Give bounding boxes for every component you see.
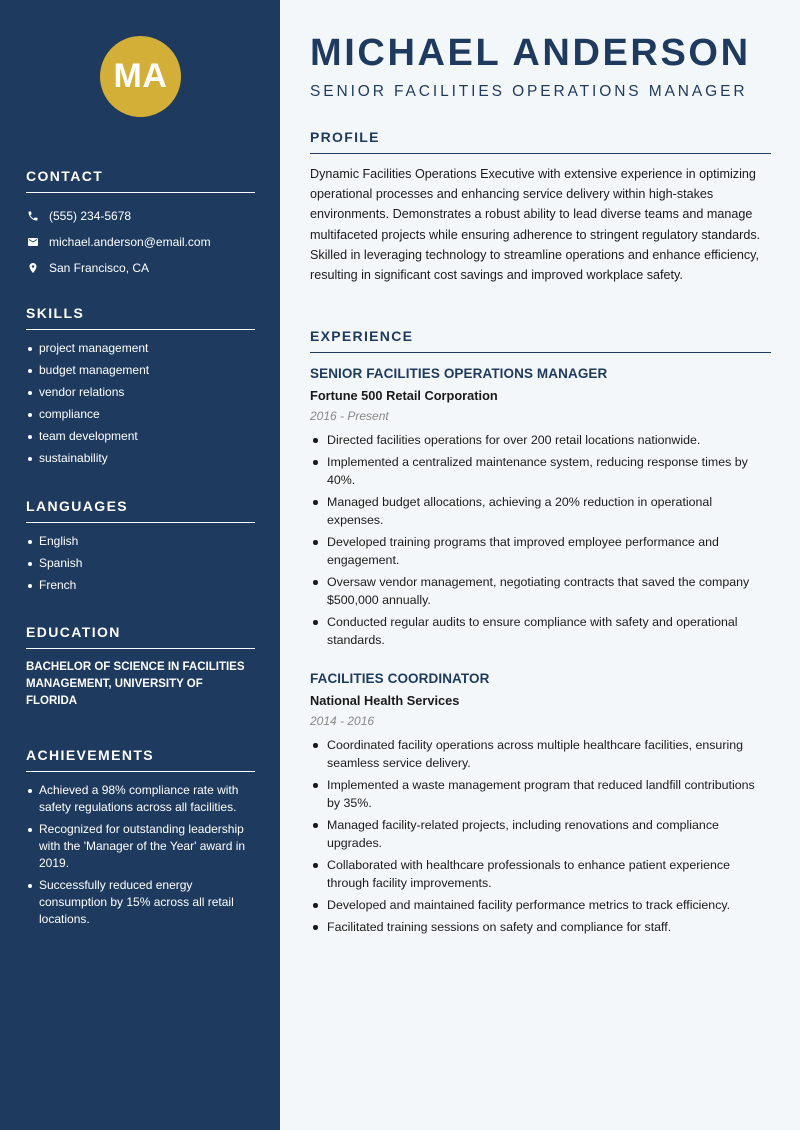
list-item: English: [26, 533, 255, 550]
job-company: Fortune 500 Retail Corporation: [310, 388, 498, 403]
achievements-list: [26, 782, 255, 928]
email-text[interactable]: michael.anderson@email.com: [49, 235, 211, 249]
achievements-section: [26, 747, 255, 933]
list-item: Managed facility-related projects, including renovations and compliance upgrades.: [310, 816, 771, 852]
list-item: Managed budget allocations, achieving a 20% reduction in operational expenses.: [310, 493, 771, 529]
job-dates: 2016 - Present: [310, 409, 389, 423]
list-item: Facilitated training sessions on safety and compliance for staff.: [310, 918, 771, 936]
avatar-initials: MA: [113, 57, 168, 95]
contact-email: [26, 229, 255, 255]
job-bullets: [310, 736, 771, 936]
avatar: [100, 36, 181, 117]
list-item: French: [26, 577, 255, 594]
languages-section: [26, 498, 255, 599]
education-heading: EDUCATION: [26, 624, 255, 649]
list-item: Implemented a waste management program that reduced landfill contributions by 35%.: [310, 776, 771, 812]
location-pin-icon: [26, 261, 40, 275]
list-item: vendor relations: [26, 384, 255, 401]
skills-heading: SKILLS: [26, 305, 255, 330]
achievements-heading: ACHIEVEMENTS: [26, 747, 255, 772]
list-item: compliance: [26, 406, 255, 423]
job-bullets: [310, 431, 771, 649]
main-content: [280, 0, 800, 1130]
education-section: [26, 624, 255, 710]
list-item: Recognized for outstanding leadership with the 'Manager of the Year' award in 2019.: [26, 821, 255, 872]
list-item: Conducted regular audits to ensure compliance with safety and operational standards.: [310, 613, 771, 649]
job-dates: 2014 - 2016: [310, 714, 375, 728]
list-item: sustainability: [26, 450, 255, 467]
candidate-name: MICHAEL ANDERSON: [310, 32, 751, 74]
skills-list: [26, 340, 255, 467]
job-company: National Health Services: [310, 693, 460, 708]
list-item: team development: [26, 428, 255, 445]
sidebar: [0, 0, 280, 1130]
profile-text: Dynamic Facilities Operations Executive with extensive experience in optimizing operational processes and enhancing service delivery within high-stakes environments. Demonstrates a robust ability to lead diverse teams and manage multifaceted projects while ensuring adherence to stringent regulatory standards. Skilled in leveraging technology to streamline operations and enhance efficiency, resulting in significant cost savings and improved workplace safety.: [310, 167, 761, 283]
skills-section: [26, 305, 255, 472]
phone-icon: [26, 209, 40, 223]
languages-list: [26, 533, 255, 594]
job-entry: [310, 366, 771, 653]
list-item: Spanish: [26, 555, 255, 572]
education-degree: BACHELOR OF SCIENCE IN FACILITIES MANAGEMENT, UNIVERSITY OF FLORIDA: [26, 661, 245, 707]
contact-location: [26, 255, 255, 281]
list-item: Developed training programs that improved employee performance and engagement.: [310, 533, 771, 569]
experience-section: [310, 328, 771, 353]
location-text: San Francisco, CA: [49, 261, 150, 275]
list-item: Collaborated with healthcare professionals to enhance patient experience through facility improvements.: [310, 856, 771, 892]
languages-heading: LANGUAGES: [26, 498, 255, 523]
job-title: SENIOR FACILITIES OPERATIONS MANAGER: [310, 366, 608, 381]
list-item: Directed facilities operations for over 200 retail locations nationwide.: [310, 431, 771, 449]
candidate-title: SENIOR FACILITIES OPERATIONS MANAGER: [310, 83, 748, 100]
list-item: Coordinated facility operations across multiple healthcare facilities, ensuring seamless service delivery.: [310, 736, 771, 772]
list-item: Achieved a 98% compliance rate with safety regulations across all facilities.: [26, 782, 255, 816]
contact-section: [26, 168, 255, 281]
list-item: Successfully reduced energy consumption by 15% across all retail locations.: [26, 877, 255, 928]
list-item: budget management: [26, 362, 255, 379]
list-item: Implemented a centralized maintenance system, reducing response times by 40%.: [310, 453, 771, 489]
contact-heading: CONTACT: [26, 168, 255, 193]
phone-text[interactable]: (555) 234-5678: [49, 209, 132, 223]
job-title: FACILITIES COORDINATOR: [310, 671, 490, 686]
profile-heading: PROFILE: [310, 129, 771, 154]
contact-list: [26, 203, 255, 281]
experience-heading: EXPERIENCE: [310, 328, 771, 353]
list-item: project management: [26, 340, 255, 357]
job-entry: [310, 671, 771, 940]
profile-section: [310, 129, 771, 285]
list-item: Oversaw vendor management, negotiating contracts that saved the company $500,000 annually.: [310, 573, 771, 609]
contact-phone: [26, 203, 255, 229]
email-icon: [26, 235, 40, 249]
list-item: Developed and maintained facility performance metrics to track efficiency.: [310, 896, 771, 914]
